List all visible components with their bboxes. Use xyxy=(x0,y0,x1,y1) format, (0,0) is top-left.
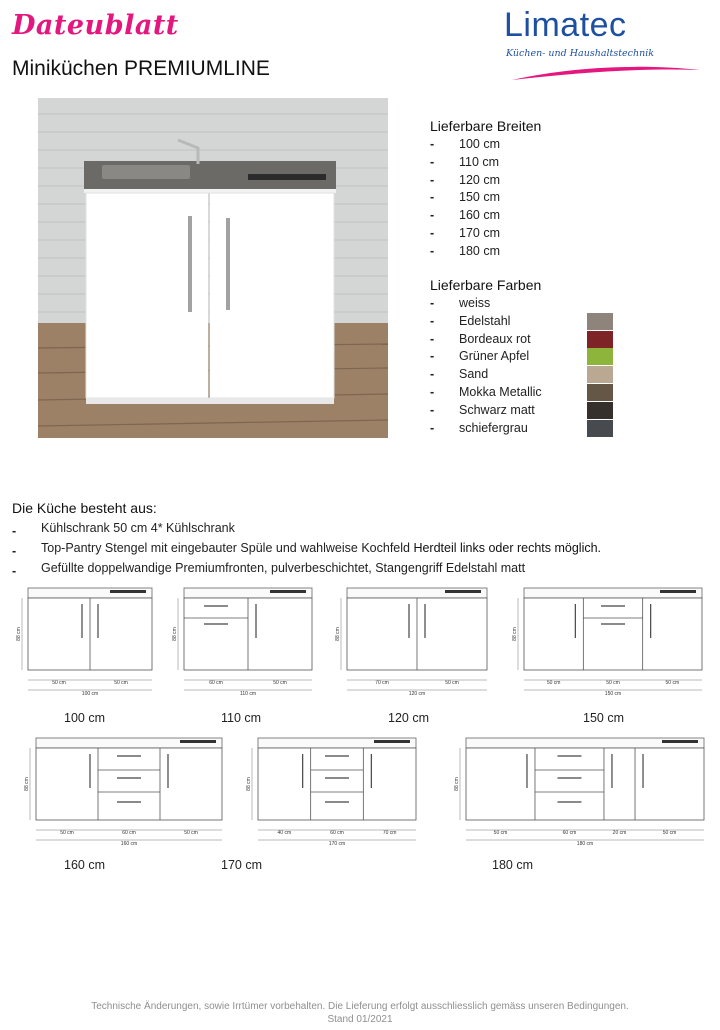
logo-wordmark: Limatec xyxy=(504,6,627,44)
height-label: 88 cm xyxy=(454,777,460,791)
footer xyxy=(0,1000,720,1026)
dimension-label: 50 cm xyxy=(184,830,198,836)
plan-drawing-170 xyxy=(244,734,420,860)
plan-label: 120 cm xyxy=(388,711,429,725)
plan-label: 110 cm xyxy=(221,711,262,725)
width-item: - 150 cm xyxy=(430,190,500,205)
hob-icon xyxy=(270,590,306,593)
color-swatch xyxy=(587,348,613,365)
dimension-label: 50 cm xyxy=(665,680,680,686)
color-item-edelstahl: - Edelstahl xyxy=(430,313,542,331)
plan-label: 150 cm xyxy=(583,711,624,725)
hob-icon xyxy=(662,740,698,743)
total-width-label: 170 cm xyxy=(328,841,346,847)
plan-label: 180 cm xyxy=(492,858,533,872)
width-item: - 110 cm xyxy=(430,154,500,169)
hob-icon xyxy=(445,590,481,593)
widths-section xyxy=(430,118,541,261)
total-width-label: 160 cm xyxy=(120,841,138,847)
dimension-label: 40 cm xyxy=(277,830,292,836)
product-photo xyxy=(38,98,388,438)
width-item: - 170 cm xyxy=(430,225,500,240)
composition-list xyxy=(12,518,601,578)
hob-icon xyxy=(374,740,410,743)
dimension-label: 70 cm xyxy=(382,830,397,836)
dimension-label: 50 cm xyxy=(606,680,620,686)
plan-drawing-180 xyxy=(452,734,708,860)
colors-section xyxy=(430,277,542,437)
dimension-label: 50 cm xyxy=(662,830,677,836)
cabinet-body xyxy=(36,748,222,820)
dimension-label: 50 cm xyxy=(493,830,508,836)
color-item-sand: - Sand xyxy=(430,366,542,384)
total-width-label: 120 cm xyxy=(408,691,426,697)
height-label: 88 cm xyxy=(246,777,252,791)
page-title: Miniküchen PREMIUMLINE xyxy=(12,57,270,80)
dimension-label: 60 cm xyxy=(562,830,577,836)
height-label: 88 cm xyxy=(16,627,22,641)
width-item: - 100 cm xyxy=(430,137,500,151)
cabinet-body xyxy=(258,748,416,820)
color-swatch xyxy=(587,313,613,330)
color-item-mokka: - Mokka Metallic xyxy=(430,384,542,402)
limatec-logo xyxy=(504,6,704,82)
dimension-label: 50 cm xyxy=(114,680,128,686)
dimension-label: 60 cm xyxy=(330,830,344,836)
dimension-label: 50 cm xyxy=(60,830,74,836)
height-label: 88 cm xyxy=(335,627,341,641)
color-swatch xyxy=(587,366,613,383)
dimension-label: 70 cm xyxy=(375,680,389,686)
dimension-label: 50 cm xyxy=(445,680,459,686)
color-swatch xyxy=(587,402,613,419)
height-label: 88 cm xyxy=(172,627,178,641)
dimension-label: 50 cm xyxy=(52,680,66,686)
height-label: 88 cm xyxy=(512,627,518,641)
total-width-label: 110 cm xyxy=(239,691,257,697)
plan-drawing-120 xyxy=(333,584,491,710)
color-item-schwarz: - Schwarz matt xyxy=(430,402,542,420)
width-item: - 180 cm xyxy=(430,243,500,258)
widths-heading: Lieferbare Breiten xyxy=(430,118,542,134)
plan-drawing-100 xyxy=(14,584,156,710)
plan-drawing-160 xyxy=(22,734,226,860)
hob-icon xyxy=(180,740,216,743)
width-item: - 120 cm xyxy=(430,172,500,187)
composition-item: - Kühlschrank 50 cm 4* Kühlschrank xyxy=(12,521,235,538)
total-width-label: 180 cm xyxy=(576,841,594,847)
plan-label: 170 cm xyxy=(221,858,262,872)
plan-drawing-150 xyxy=(510,584,706,710)
cabinet-body xyxy=(524,598,702,670)
color-swatch xyxy=(587,331,613,348)
dimension-label: 60 cm xyxy=(209,680,223,686)
total-width-label: 100 cm xyxy=(81,691,99,697)
color-item-schiefergrau: - schiefergrau xyxy=(430,420,542,438)
dimension-label: 60 cm xyxy=(122,830,136,836)
hob-icon xyxy=(110,590,146,593)
width-item: - 160 cm xyxy=(430,208,500,223)
composition-item: - Gefüllte doppelwandige Premiumfronten, pulverbeschichtet, Stangengriff Edelstahl matt xyxy=(12,561,526,578)
dimension-label: 50 cm xyxy=(546,680,561,686)
script-title: Dateublatt xyxy=(12,10,179,41)
composition-item: - Top-Pantry Stengel mit eingebauter Spüle und wahlweise Kochfeld Herdteil links oder rechts möglich. xyxy=(12,541,602,558)
footer-date: Stand 01/2021 xyxy=(327,1014,393,1025)
plan-label: 100 cm xyxy=(64,711,105,725)
color-swatch xyxy=(587,420,613,437)
footer-disclaimer: Technische Änderungen, sowie Irrtümer vorbehalten. Die Lieferung erfolgt ausschliesslich gemäss unseren Bedingungen. xyxy=(91,1001,629,1012)
plan-drawing-110 xyxy=(170,584,316,710)
dimension-label: 20 cm xyxy=(612,830,627,836)
color-item-weiss: - weiss xyxy=(430,296,491,310)
height-label: 88 cm xyxy=(24,777,30,791)
colors-heading: Lieferbare Farben xyxy=(430,277,542,293)
total-width-label: 150 cm xyxy=(604,691,622,697)
color-item-gruener-apfel: - Grüner Apfel xyxy=(430,348,542,366)
hob-icon xyxy=(660,590,696,593)
logo-tagline: Küchen- und Haushaltstechnik xyxy=(506,48,655,59)
composition-heading: Die Küche besteht aus: xyxy=(12,500,157,516)
color-swatch xyxy=(587,384,613,401)
plan-label: 160 cm xyxy=(64,858,105,872)
dimension-label: 50 cm xyxy=(273,680,287,686)
color-item-bordeaux: - Bordeaux rot xyxy=(430,331,542,349)
cabinet-body xyxy=(466,748,704,820)
